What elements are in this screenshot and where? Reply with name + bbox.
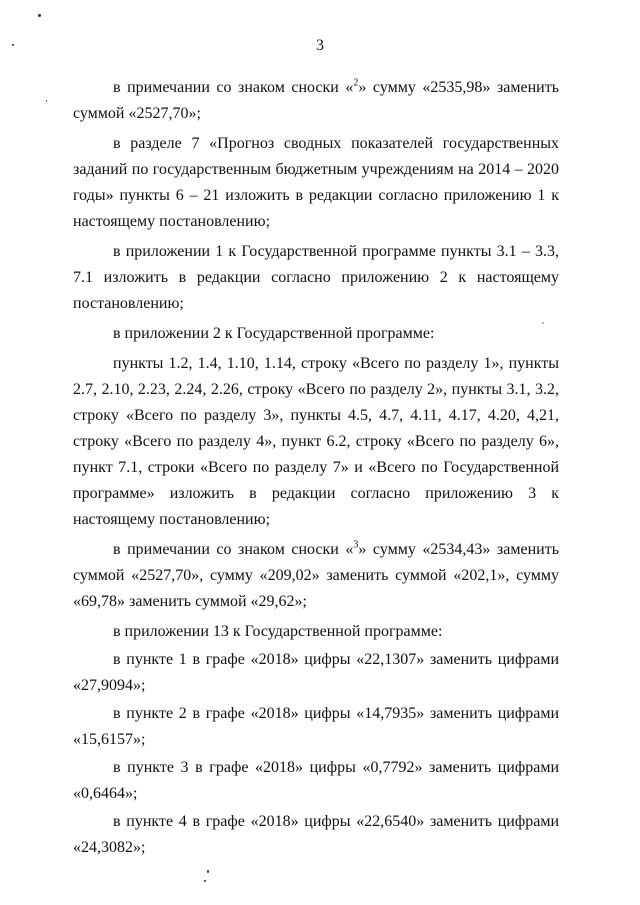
scan-speck — [542, 322, 544, 324]
paragraph-text: » сумму «2535,98» заменить суммой «2527,70»; — [73, 79, 559, 122]
footnote-mark: 2 — [353, 77, 359, 89]
paragraph-text: в примечании со знаком сноски « — [113, 79, 354, 96]
scan-speck — [207, 870, 209, 873]
scan-speck — [204, 880, 206, 882]
paragraph-footnote-2 — [73, 75, 559, 127]
paragraph-item-1: в пункте 1 в графе «2018» цифры «22,1307» заменить цифрами «27,9094»; — [73, 651, 559, 694]
paragraph-text: » сумму «2534,43» заменить суммой «2527,70», сумму «209,02» заменить суммой «202,1», сумму «69,78» заменить суммой «29,62»; — [73, 541, 559, 610]
page-number: 3 — [316, 37, 324, 54]
paragraph-footnote-3 — [73, 537, 559, 615]
paragraph-appendix-2-heading: в приложении 2 к Государственной программе: — [113, 325, 435, 342]
scan-speck — [46, 100, 47, 102]
document-body — [73, 75, 559, 863]
paragraph-item-2: в пункте 2 в графе «2018» цифры «14,7935» заменить цифрами «15,6157»; — [73, 705, 559, 748]
paragraph-item-3: в пункте 3 в графе «2018» цифры «0,7792» заменить цифрами «0,6464»; — [73, 759, 559, 802]
scan-speck — [12, 44, 14, 46]
paragraph-appendix-1: в приложении 1 к Государственной программе пункты 3.1 – 3.3, 7.1 изложить в редакции согласно приложению 2 к настоящему постановлению; — [73, 243, 559, 312]
paragraph-text: в примечании со знаком сноски « — [113, 541, 354, 558]
paragraph-item-4: в пункте 4 в графе «2018» цифры «22,6540» заменить цифрами «24,3082»; — [73, 813, 559, 856]
paragraph-appendix-13-heading: в приложении 13 к Государственной программе: — [113, 623, 443, 640]
paragraph-section-7: в разделе 7 «Прогноз сводных показателей государственных заданий по государственным бюджетным учреждениям на 2014 – 2020 годы» пункты 6 – 21 изложить в редакции согласно приложению 1 к настоящему постановлению; — [73, 135, 559, 230]
footnote-mark: 3 — [353, 539, 359, 551]
paragraph-appendix-2-items: пункты 1.2, 1.4, 1.10, 1.14, строку «Всего по разделу 1», пункты 2.7, 2.10, 2.23, 2.24, 2.26, строку «Всего по разделу 2», пункты 3.1, 3.2, строку «Всего по разделу 3», пункты 4.5, 4.7, 4.11, 4.17, 4.20, 4,21, строку «Всего по разделу 4», пункт 6.2, строку «Всего по разделу 6», пункт 7.1, строки «Всего по разделу 7» и «Всего по Государственной программе» изложить в редакции согласно приложению 3 к настоящему постановлению; — [73, 355, 559, 528]
scan-speck — [38, 14, 41, 17]
